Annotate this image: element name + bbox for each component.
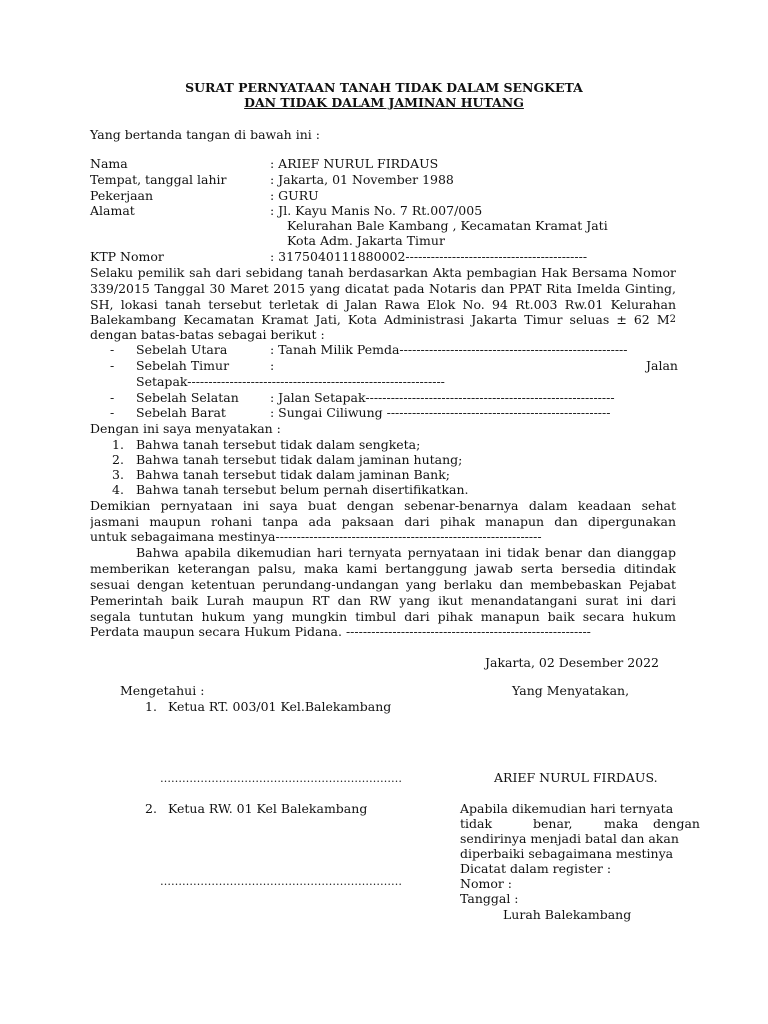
note-line-6: Nomor : xyxy=(460,876,513,891)
note-line-1: Apabila dikemudian hari ternyata xyxy=(460,801,674,816)
item-2-text: Bahwa tanah tersebut tidak dalam jaminan hutang; xyxy=(136,452,463,467)
para2-line-3: untuk sebagaimana mestinya--------------------------------------------------------------- xyxy=(90,529,542,544)
alamat-value-2: Kelurahan Bale Kambang , Kecamatan Kramat Jati xyxy=(287,218,608,233)
batas-timur-value-cont: Setapak------------------------------------------------------------- xyxy=(136,374,445,389)
nama-label: Nama xyxy=(90,156,128,171)
item-2-num: 2. xyxy=(112,452,124,467)
para3-line-1: Bahwa apabila dikemudian hari ternyata pernyataan ini tidak benar dan dianggap xyxy=(136,545,676,560)
date-place: Jakarta, 02 Desember 2022 xyxy=(485,655,660,670)
batas-selatan-value: : Jalan Setapak----------------------------------------------------------- xyxy=(270,390,615,405)
note-line-5: Dicatat dalam register : xyxy=(460,861,612,876)
item-3-text: Bahwa tanah tersebut tidak dalam jaminan Bank; xyxy=(136,467,451,482)
para3-line-6: Perdata maupun secara Hukum Pidana. ---------------------------------------------------------- xyxy=(90,624,591,639)
ktp-value: : 3175040111880002------------------------------------------- xyxy=(270,249,588,264)
ttl-label: Tempat, tanggal lahir xyxy=(90,172,227,187)
intro-text: Yang bertanda tangan di bawah ini : xyxy=(90,127,320,142)
item-3-num: 3. xyxy=(112,467,124,482)
para1-line-3: SH, lokasi tanah tersebut terletak di Jalan Rawa Elok No. 94 Rt.003 Rw.01 Kelurahan xyxy=(90,297,676,312)
para1-line-5: dengan batas-batas sebagai berikut : xyxy=(90,327,325,342)
rw-signature-dots: ………………………………………………………… xyxy=(160,875,402,888)
para3-line-2: memberikan keterangan palsu, maka kami bertanggung jawab serta bersedia ditindak xyxy=(90,561,676,576)
note-line-2a: tidak xyxy=(460,816,493,831)
pekerjaan-value: : GURU xyxy=(270,188,319,203)
para2-line-2: jasmani maupun rohani tanpa ada paksaan dari pihak manapun dan dipergunakan xyxy=(90,514,676,529)
yang-menyatakan-label: Yang Menyatakan, xyxy=(512,683,630,698)
rw-text: Ketua RW. 01 Kel Balekambang xyxy=(168,801,368,816)
alamat-value-1: : Jl. Kayu Manis No. 7 Rt.007/005 xyxy=(270,203,483,218)
title-line-2: DAN TIDAK DALAM JAMINAN HUTANG xyxy=(244,95,524,110)
batas-timur-dash: - xyxy=(110,358,115,373)
rt-signature-dots: ………………………………………………………… xyxy=(160,772,402,785)
batas-timur-value-right: Jalan xyxy=(646,358,678,373)
rw-num: 2. xyxy=(145,801,157,816)
note-line-4: diperbaiki sebagaimana mestinya xyxy=(460,846,674,861)
note-line-3: sendirinya menjadi batal dan akan xyxy=(460,831,679,846)
note-line-8: Lurah Balekambang xyxy=(503,907,632,922)
note-line-2b: benar, xyxy=(533,816,573,831)
pekerjaan-label: Pekerjaan xyxy=(90,188,154,203)
batas-timur-value: : xyxy=(270,358,275,373)
note-line-2c: maka xyxy=(604,816,639,831)
item-4-num: 4. xyxy=(112,482,124,497)
para2-line-1: Demikian pernyataan ini saya buat dengan sebenar-benarnya dalam keadaan sehat xyxy=(90,498,676,513)
batas-utara-label: Sebelah Utara xyxy=(136,342,228,357)
alamat-value-3: Kota Adm. Jakarta Timur xyxy=(287,233,445,248)
note-line-2d: dengan xyxy=(653,816,700,831)
batas-selatan-label: Sebelah Selatan xyxy=(136,390,239,405)
para3-line-4: Pemerintah baik Lurah maupun RT dan RW yang ikut menandatangani surat ini dari xyxy=(90,593,676,608)
alamat-label: Alamat xyxy=(90,203,135,218)
nama-value: : ARIEF NURUL FIRDAUS xyxy=(270,156,439,171)
para3-line-5: segala tuntutan hukum yang mungkin timbul dari pihak manapun baik secara hukum xyxy=(90,609,676,624)
batas-utara-dash: - xyxy=(110,342,115,357)
para1-line-4-sup: 2 xyxy=(669,314,676,325)
batas-timur-label: Sebelah Timur xyxy=(136,358,230,373)
menyatakan-text: Dengan ini saya menyatakan : xyxy=(90,421,281,436)
signer-name: ARIEF NURUL FIRDAUS. xyxy=(494,770,658,785)
batas-selatan-dash: - xyxy=(110,390,115,405)
batas-barat-value: : Sungai Ciliwung ----------------------------------------------------- xyxy=(270,405,611,420)
ttl-value: : Jakarta, 01 November 1988 xyxy=(270,172,454,187)
item-4-text: Bahwa tanah tersebut belum pernah disertifikatkan. xyxy=(136,482,469,497)
note-line-7: Tanggal : xyxy=(460,891,519,906)
ktp-label: KTP Nomor xyxy=(90,249,164,264)
para1-line-1: Selaku pemilik sah dari sebidang tanah berdasarkan Akta pembagian Hak Bersama Nomor xyxy=(90,265,676,280)
mengetahui-label: Mengetahui : xyxy=(120,683,205,698)
rt-num: 1. xyxy=(145,699,157,714)
title-line-1: SURAT PERNYATAAN TANAH TIDAK DALAM SENGKETA xyxy=(185,80,583,95)
rt-text: Ketua RT. 003/01 Kel.Balekambang xyxy=(168,699,392,714)
para1-line-4 xyxy=(90,312,676,327)
para1-line-4-text: Balekambang Kecamatan Kramat Jati, Kota Administrasi Jakarta Timur seluas ± 62 M xyxy=(90,312,670,327)
para1-line-2: 339/2015 Tanggal 30 Maret 2015 yang dicatat pada Notaris dan PPAT Rita Imelda Ginting, xyxy=(90,281,676,296)
item-1-num: 1. xyxy=(112,437,124,452)
batas-barat-dash: - xyxy=(110,405,115,420)
item-1-text: Bahwa tanah tersebut tidak dalam sengketa; xyxy=(136,437,421,452)
batas-utara-value: : Tanah Milik Pemda------------------------------------------------------ xyxy=(270,342,628,357)
para3-line-3: sesuai dengan ketentuan perundang-undangan yang berlaku dan membebaskan Pejabat xyxy=(90,577,676,592)
batas-barat-label: Sebelah Barat xyxy=(136,405,226,420)
